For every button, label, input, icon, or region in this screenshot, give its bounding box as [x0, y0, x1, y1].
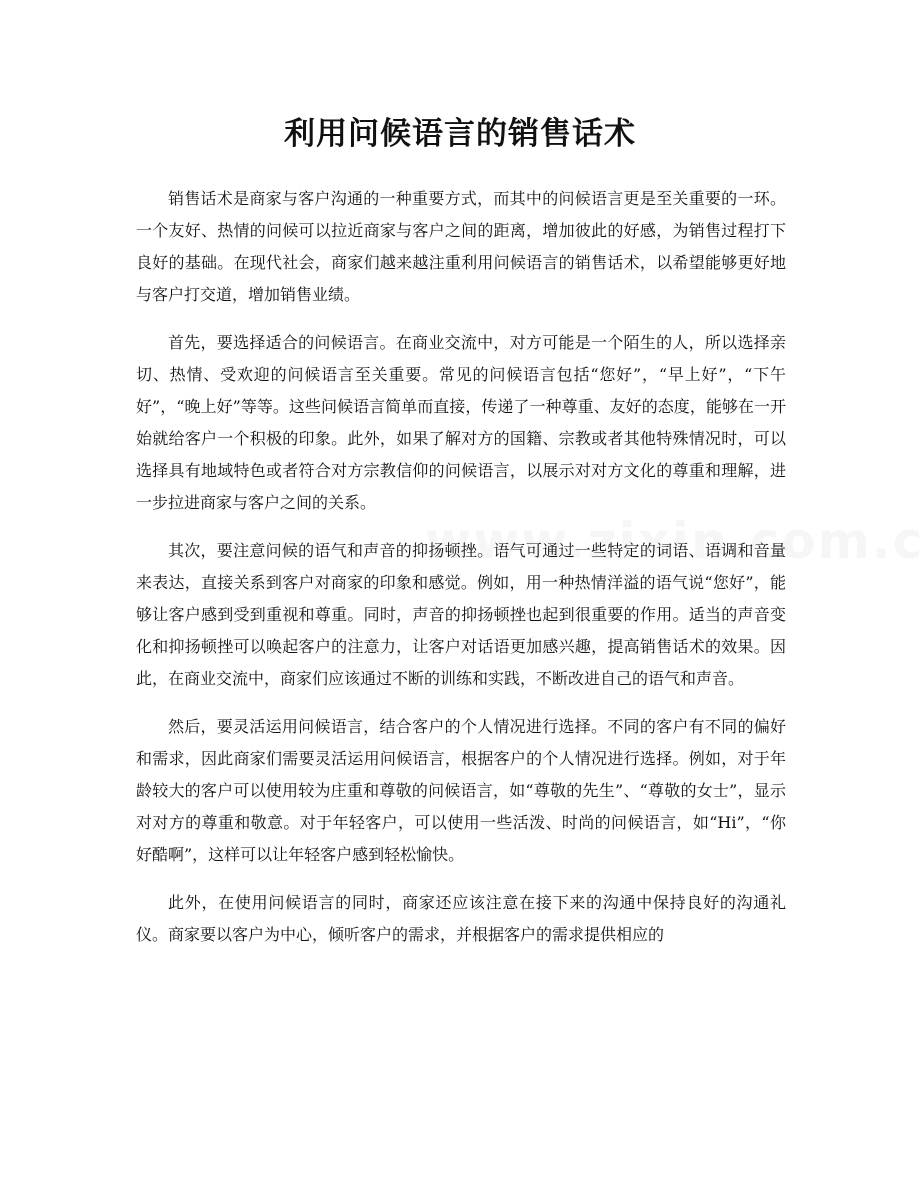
document-body [136, 183, 786, 967]
paragraph-3: 其次，要注意问候的语气和声音的抑扬顿挫。语气可通过一些特定的词语、语调和音量来表达，直接关系到客户对商家的印象和感觉。例如，用一种热情洋溢的语气说“您好”，能够让客户感到受到重视和尊重。同时，声音的抑扬顿挫也起到很重要的作用。适当的声音变化和抑扬顿挫可以唤起客户的注意力，让客户对话语更加感兴趣，提高销售话术的效果。因此，在商业交流中，商家们应该通过不断的训练和实践，不断改进自己的语气和声音。 [136, 541, 786, 688]
paragraph-2: 首先，要选择适合的问候语言。在商业交流中，对方可能是一个陌生的人，所以选择亲切、热情、受欢迎的问候语言至关重要。常见的问候语言包括“您好”，“早上好”，“下午好”，“晚上好”等等。这些问候语言简单而直接，传递了一种尊重、友好的态度，能够在一开始就给客户一个积极的印象。此外，如果了解对方的国籍、宗教或者其他特殊情况时，可以选择具有地域特色或者符合对方宗教信仰的问候语言，以展示对对方文化的尊重和理解，进一步拉进商家与客户之间的关系。 [136, 333, 786, 512]
document-title: 利用问候语言的销售话术 [284, 116, 636, 152]
paragraph-1: 销售话术是商家与客户沟通的一种重要方式，而其中的问候语言更是至关重要的一环。一个友好、热情的问候可以拉近商家与客户之间的距离，增加彼此的好感，为销售过程打下良好的基础。在现代社会，商家们越来越注重利用问候语言的销售话术，以希望能够更好地与客户打交道，增加销售业绩。 [136, 189, 786, 304]
paragraph-4: 然后，要灵活运用问候语言，结合客户的个人情况进行选择。不同的客户有不同的偏好和需求，因此商家们需要灵活运用问候语言，根据客户的个人情况进行选择。例如，对于年龄较大的客户可以使用较为庄重和尊敬的问候语言，如“尊敬的先生”、“尊敬的女士”，显示对对方的尊重和敬意。对于年轻客户，可以使用一些活泼、时尚的问候语言，如“Hi”，“你好酷啊”，这样可以让年轻客户感到轻松愉快。 [136, 717, 786, 864]
paragraph-5: 此外，在使用问候语言的同时，商家还应该注意在接下来的沟通中保持良好的沟通礼仪。商家要以客户为中心，倾听客户的需求，并根据客户的需求提供相应的 [136, 893, 786, 944]
